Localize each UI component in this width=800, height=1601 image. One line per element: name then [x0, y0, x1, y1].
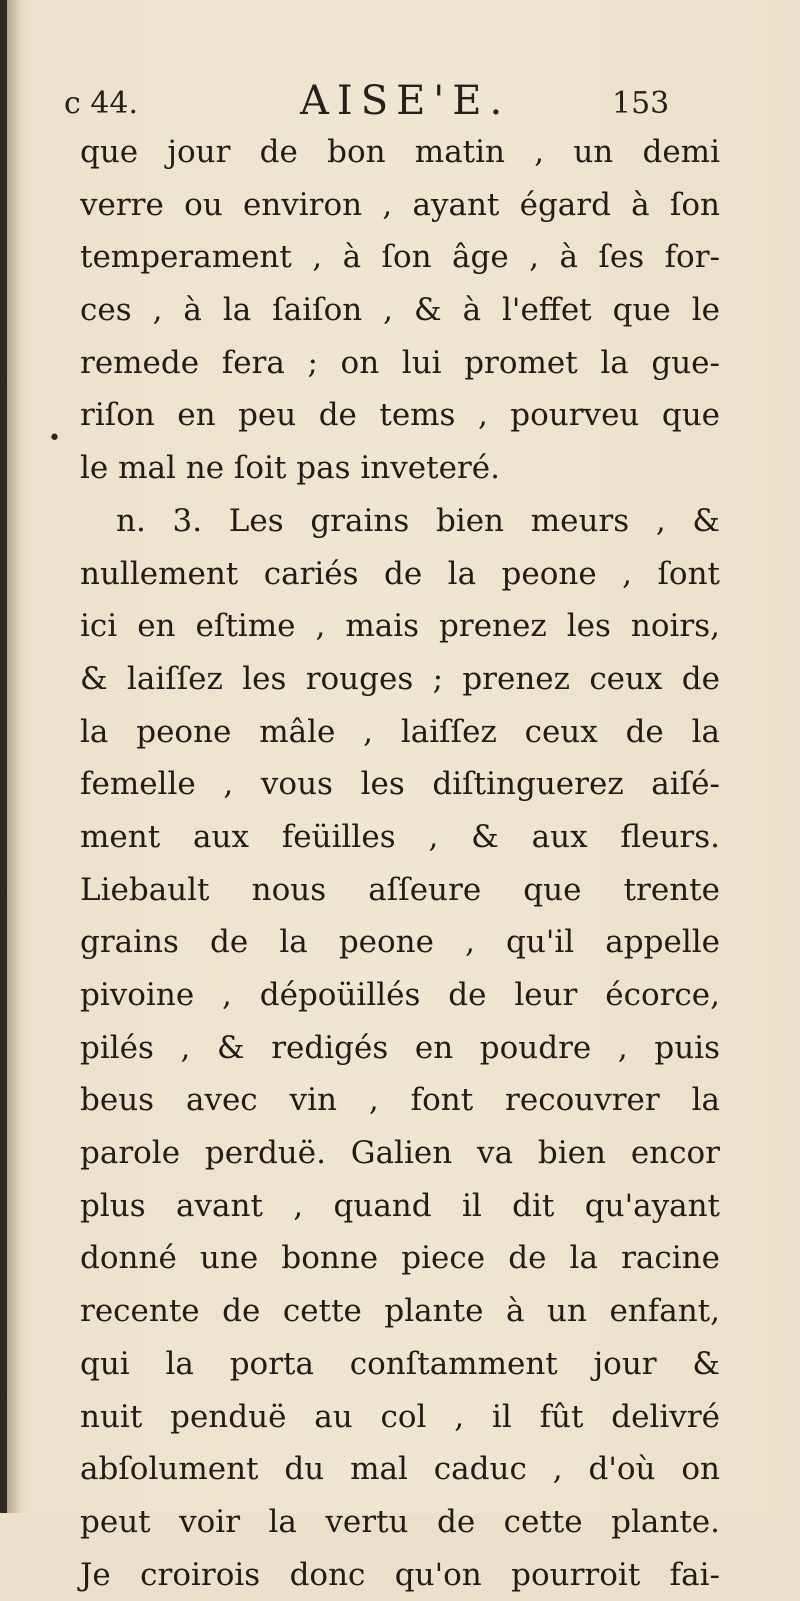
text-line: verre ou environ , ayant égard à ſon — [80, 186, 720, 223]
text-line: Je croirois donc qu'on pourroit fai- — [80, 1556, 720, 1593]
text-line: la peone mâle , laiſſez ceux de la — [80, 713, 720, 750]
text-line: ici en eſtime , mais prenez les noirs, — [80, 608, 720, 645]
text-line: Liebault nous aſſeure que trente — [80, 871, 720, 908]
running-title: AISE'E. — [300, 78, 511, 124]
page-number: 153 — [612, 86, 670, 121]
text-line: pilés , & redigés en poudre , puis — [80, 1029, 720, 1066]
text-line: beus avec vin , font recouvrer la — [80, 1082, 720, 1119]
text-line: le mal ne ſoit pas inveteré. — [80, 450, 500, 487]
text-line: donné une bonne piece de la racine — [80, 1240, 720, 1277]
body-text — [80, 126, 720, 1601]
text-line: ment aux feüilles , & aux fleurs. — [80, 818, 720, 855]
text-line: peut voir la vertu de cette plante. — [80, 1503, 720, 1540]
text-line: recente de cette plante à un enfant, — [80, 1293, 720, 1330]
text-line: nullement cariés de la peone , ſont — [80, 555, 720, 592]
text-line: n. 3. Les grains bien meurs , & — [116, 502, 720, 539]
text-line: femelle , vous les diſtinguerez aiſé- — [80, 766, 720, 803]
text-line: plus avant , quand il dit qu'ayant — [80, 1187, 720, 1224]
text-line: & laiſſez les rouges ; prenez ceux de — [80, 660, 720, 697]
text-line: grains de la peone , qu'il appelle — [80, 924, 720, 961]
page-header — [64, 78, 764, 122]
margin-mark: • — [48, 426, 61, 451]
text-line: temperament , à ſon âge , à ſes for- — [80, 239, 720, 276]
text-line: riſon en peu de tems , pourveu que — [80, 397, 720, 434]
text-line: remede fera ; on lui promet la gue- — [80, 344, 720, 381]
text-line: ces , à la ſaiſon , & à l'effet que le — [80, 292, 720, 329]
binding-gutter — [0, 0, 7, 1513]
text-line: nuit penduë au col , il fût delivré — [80, 1398, 720, 1435]
text-line: qui la porta conſtamment jour & — [80, 1345, 720, 1382]
text-line: abſolument du mal caduc , d'où on — [80, 1451, 720, 1488]
text-line: parole perduë. Galien va bien encor — [80, 1135, 720, 1172]
text-line: que jour de bon matin , un demi — [80, 134, 720, 170]
text-line: pivoine , dépoüillés de leur écorce, — [80, 977, 720, 1013]
gutter-shadow — [7, 0, 21, 1513]
signature-mark: c 44. — [64, 86, 139, 121]
